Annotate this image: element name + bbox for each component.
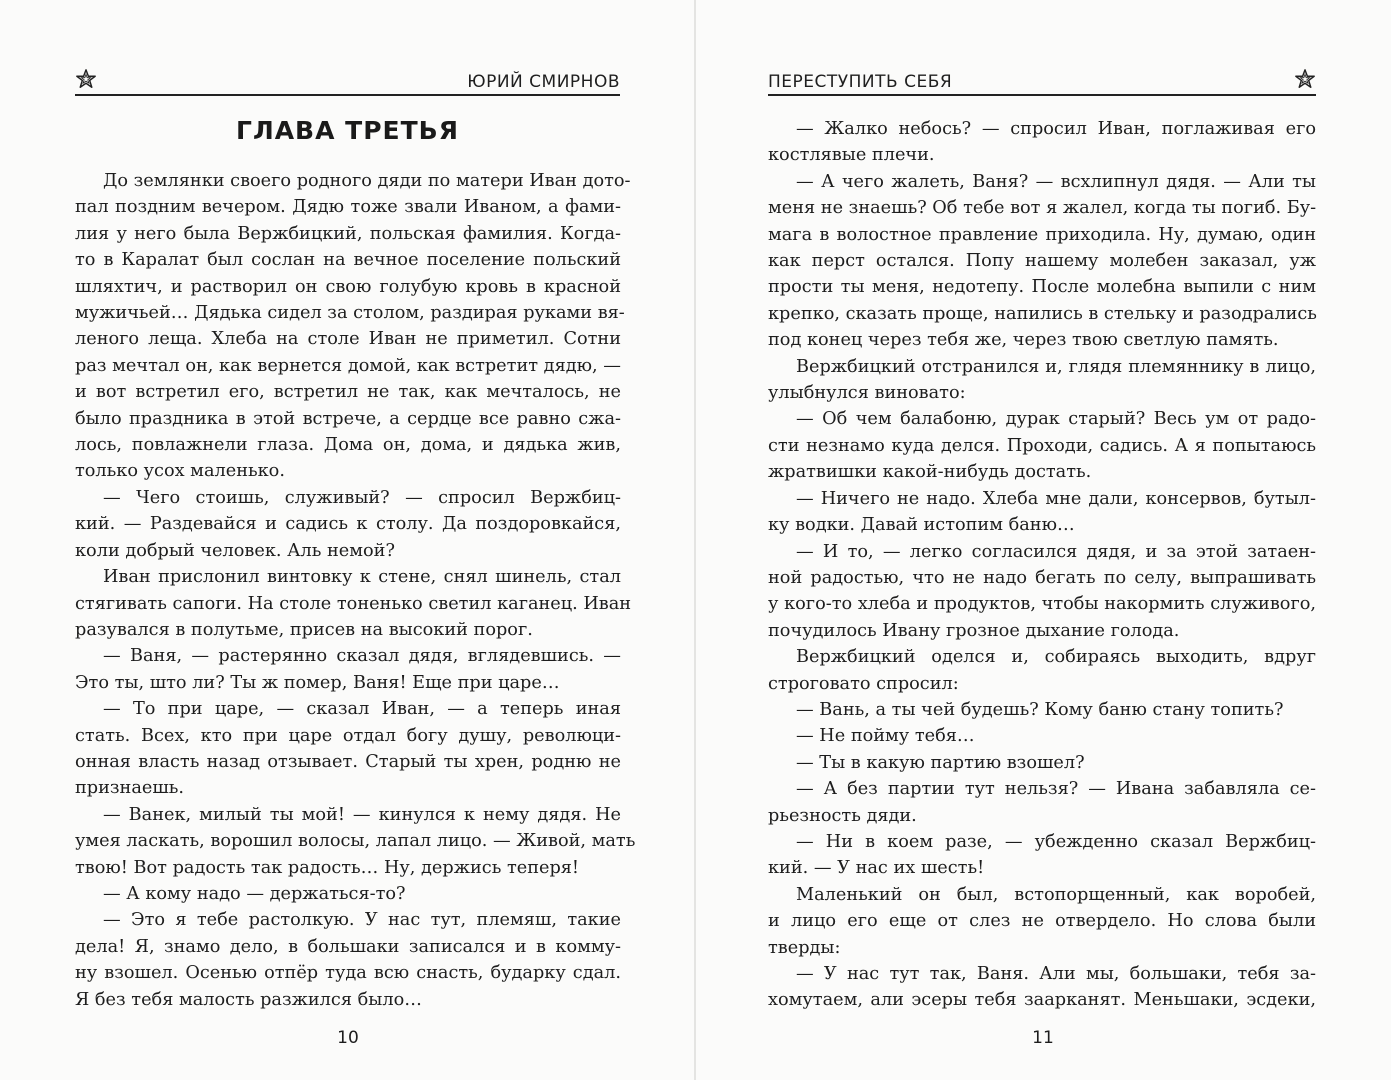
text-line: умея ласкать, ворошил волосы, лапал лицо. — Живой, мать — [75, 831, 636, 852]
text-line: сти незнамо куда делся. Проходи, садись. А я попытаюсь — [768, 435, 1316, 456]
text-line: — У нас тут так, Ваня. Али мы, большаки, тебя за- — [796, 964, 1316, 984]
text-line: — Вань, а ты чей будешь? Кому баню стану топить? — [796, 699, 1284, 720]
header-rule — [768, 94, 1316, 96]
text-line: Маленький он был, встопорщенный, как воробей, — [796, 884, 1316, 905]
text-line: кий. — Раздевайся и садись к столу. Да поздоровкайся, — [75, 514, 621, 535]
text-line: костлявые плечи. — [768, 145, 935, 166]
left-running-header — [75, 66, 620, 96]
text-line: как перст остался. Попу нашему молебен заказал, уж — [768, 251, 1316, 272]
text-line: стать. Всех, кто при царе отдал богу душу, революци- — [75, 725, 621, 746]
text-line: тверды: — [768, 937, 841, 958]
text-line: и лицо его еще от слез не отвердело. Но слова были — [768, 911, 1316, 932]
text-line: ку водки. Давай истопим баню… — [768, 515, 1075, 536]
text-line: шляхтич, и растворил он свою голубую кровь в красной — [75, 276, 621, 297]
text-line: у кого-то хлеба и продуктов, чтобы накормить служивого, — [768, 594, 1316, 615]
text-line: — Чего стоишь, служивый? — спросил Вержбиц- — [103, 487, 621, 508]
running-head-author: ЮРИЙ СМИРНОВ — [467, 72, 620, 92]
text-line: — Жалко небось? — спросил Иван, поглаживая его — [796, 119, 1316, 139]
text-line: лия у него была Вержбицкий, польская фамилия. Когда- — [75, 223, 621, 244]
running-head-title: ПЕРЕСТУПИТЬ СЕБЯ — [768, 72, 953, 92]
text-line: и вот встретил его, встретил не так, как мечталось, не — [75, 382, 621, 403]
page-number-left: 10 — [337, 1028, 359, 1048]
text-line: — Это я тебе растолкую. У нас тут, племяш, такие — [103, 910, 621, 931]
text-line: леного леща. Хлеба на столе Иван не приметил. Сотни — [75, 329, 621, 350]
right-running-header — [768, 66, 1316, 96]
text-line: — Ты в какую партию взошел? — [796, 752, 1085, 773]
left-page — [0, 0, 695, 1080]
star-outline-icon — [1294, 68, 1316, 90]
text-line: Я без тебя малость разжился было… — [75, 989, 422, 1010]
text-line: — А кому надо — держаться-то? — [103, 883, 406, 904]
text-line: раз мечтал он, как вернется домой, как встретит дядю, — — [75, 355, 621, 376]
text-line: дела! Я, знамо дело, в большаки записался и в комму- — [75, 936, 621, 957]
right-body-text — [768, 116, 1316, 1014]
text-line: меня не знаешь? Об тебе вот я жалел, когда ты погиб. Бу- — [768, 198, 1317, 219]
text-line: — Ваня, — растерянно сказал дядя, вглядевшись. — — [103, 646, 621, 667]
text-line: рьезность дяди. — [768, 805, 917, 826]
text-line: онная власть назад отзывает. Старый ты хрен, родню не — [75, 751, 621, 772]
text-line: — И то, — легко согласился дядя, и за этой затаен- — [796, 541, 1316, 562]
text-line: — Ничего не надо. Хлеба мне дали, консервов, бутыл- — [796, 488, 1316, 509]
text-line: разувался в полутьме, присев на высокий порог. — [75, 619, 533, 640]
text-line: хомутаем, али эсеры тебя заарканят. Меньшаки, эсдеки, — [768, 990, 1316, 1011]
text-line: мужичьей… Дядька сидел за столом, раздирая руками вя- — [75, 303, 625, 324]
text-line: — Об чем балабоню, дурак старый? Весь ум от радо- — [796, 409, 1316, 430]
right-page — [695, 0, 1391, 1080]
text-line: — Не пойму тебя… — [796, 726, 975, 747]
text-line: под конец через тебя же, через твою светлую память. — [768, 330, 1279, 351]
text-line: жратвишки какой-нибудь достать. — [768, 462, 1092, 483]
text-line: — То при царе, — сказал Иван, — а теперь иная — [103, 699, 621, 720]
text-line: мага в волостное правление приходила. Ну, думаю, один — [768, 224, 1316, 245]
text-line: — А чего жалеть, Ваня? — всхлипнул дядя. — Али ты — [796, 171, 1316, 192]
text-line: было праздника в этой встрече, а сердце все равно сжа- — [75, 408, 621, 429]
text-line: твою! Вот радость так радость… Ну, держись теперя! — [75, 857, 580, 878]
page-number-right: 11 — [1032, 1028, 1054, 1048]
text-line: стягивать сапоги. На столе тоненько светил каганец. Иван — [75, 593, 632, 614]
header-rule — [75, 94, 620, 96]
star-outline-icon — [75, 68, 97, 90]
text-line: лось, повлажнели глаза. Дома он, дома, и дядька жив, — [75, 435, 621, 456]
text-line: Это ты, што ли? Ты ж помер, Ваня! Еще при царе… — [75, 672, 560, 693]
text-line: улыбнулся виновато: — [768, 383, 966, 404]
text-line: то в Каралат был сослан на вечное поселение польский — [75, 250, 621, 271]
text-line: пал поздним вечером. Дядю тоже звали Иваном, а фами- — [75, 197, 621, 218]
text-line: — Ни в коем разе, — убежденно сказал Вержбиц- — [796, 831, 1316, 852]
text-line: Вержбицкий отстранился и, глядя племяннику в лицо, — [796, 356, 1316, 377]
text-line: только усох маленько. — [75, 461, 285, 482]
text-line: — А без партии тут нельзя? — Ивана забавляла се- — [796, 779, 1316, 800]
text-line: Вержбицкий оделся и, собираясь выходить, вдруг — [796, 647, 1316, 668]
text-line: крепко, сказать проще, напились в стельку и разодрались — [768, 303, 1317, 324]
left-body-text — [75, 168, 636, 1013]
text-line: коли добрый человек. Аль немой? — [75, 540, 395, 561]
text-line: ну взошел. Осенью отпёр туда всю снасть, бударку сдал. — [75, 963, 621, 984]
text-line: почудилось Ивану грозное дыхание голода. — [768, 620, 1180, 641]
text-line: признаешь. — [75, 778, 185, 799]
text-line: кий. — У нас их шесть! — [768, 858, 985, 879]
text-line: прости ты меня, недотепу. После молебна выпили с ним — [768, 277, 1316, 298]
text-line: ной радостью, что не надо бегать по селу, выпрашивать — [768, 567, 1316, 588]
text-line: До землянки своего родного дяди по матери Иван дото- — [103, 171, 631, 191]
text-line: — Ванек, милый ты мой! — кинулся к нему дядя. Не — [103, 804, 621, 825]
chapter-title: ГЛАВА ТРЕТЬЯ — [236, 116, 459, 145]
text-line: строговато спросил: — [768, 673, 959, 694]
text-line: Иван прислонил винтовку к стене, снял шинель, стал — [103, 567, 621, 588]
